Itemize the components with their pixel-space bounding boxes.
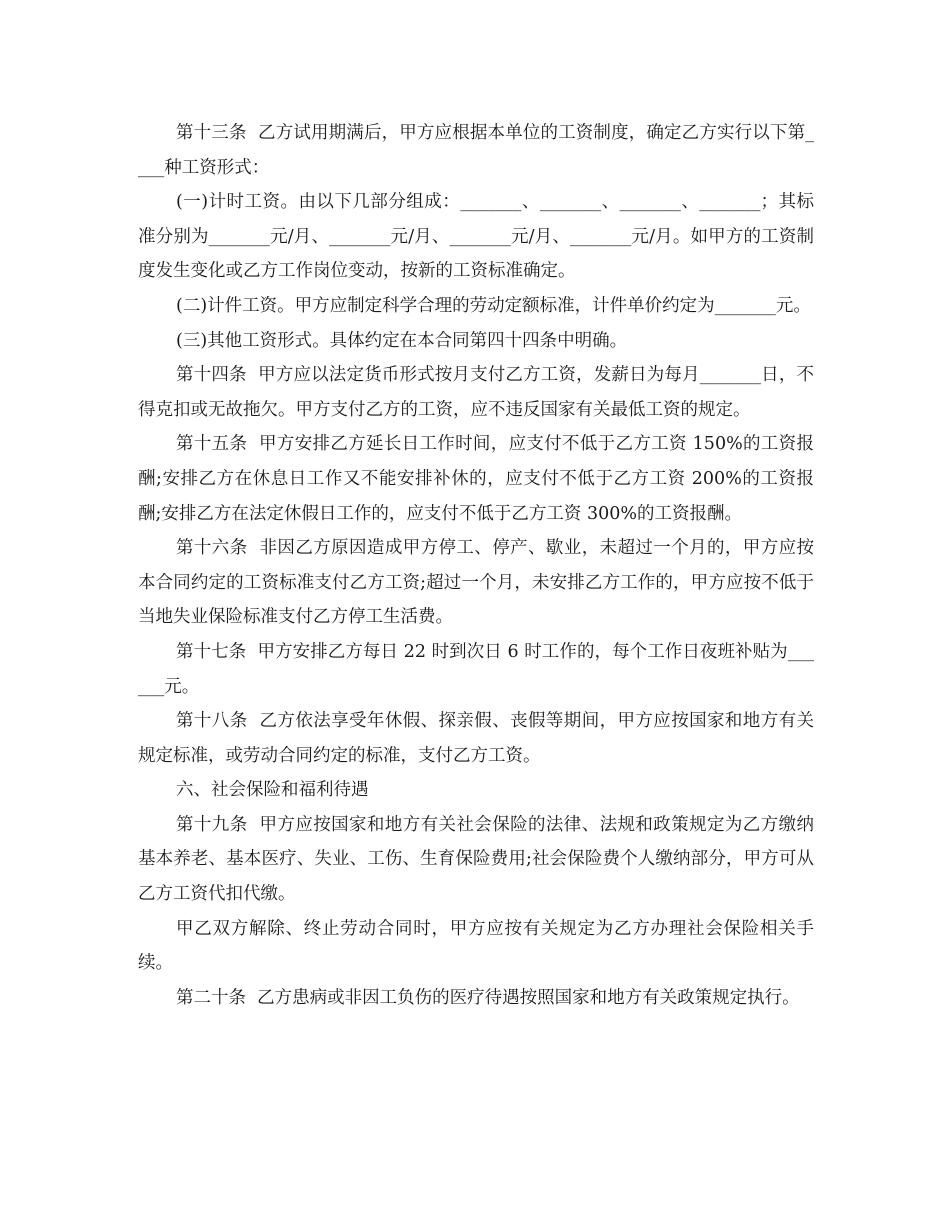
clause-14-paragraph: 第十四条 甲方应以法定货币形式按月支付乙方工资，发薪日为每月_______日，不得克扣或无故拖欠。甲方支付乙方的工资，应不违反国家有关最低工资的规定。 xyxy=(138,365,814,420)
termination-insurance-paragraph: 甲乙双方解除、终止劳动合同时，甲方应按有关规定为乙方办理社会保险相关手续。 xyxy=(138,918,814,974)
clause-16-paragraph: 第十六条 非因乙方原因造成甲方停工、停产、歇业，未超过一个月的，甲方应按本合同约定的工资标准支付乙方工资;超过一个月，未安排乙方工作的，甲方应按不低于当地失业保险标准支付乙方停工生活费。 xyxy=(138,538,814,628)
clause-13-paragraph: 第十三条 乙方试用期满后，甲方应根据本单位的工资制度，确定乙方实行以下第____种工资形式： xyxy=(138,123,814,178)
hourly-wage-paragraph: (一)计时工资。由以下几部分组成：_______、_______、_______、_______；其标准分别为_______元/月、_______元/月、_______元/月、_______元/月。如甲方的工资制度发生变化或乙方工作岗位变动，按新的工资标准确定。 xyxy=(138,192,814,282)
clause-18-paragraph: 第十八条 乙方依法享受年休假、探亲假、丧假等期间，甲方应按国家和地方有关规定标准，或劳动合同约定的标准，支付乙方工资。 xyxy=(138,711,814,766)
document-page xyxy=(138,116,814,1015)
clause-17-paragraph: 第十七条 甲方安排乙方每日 22 时到次日 6 时工作的，每个工作日夜班补贴为______元。 xyxy=(138,641,814,697)
other-wage-paragraph: (三)其他工资形式。具体约定在本合同第四十四条中明确。 xyxy=(176,330,628,351)
clause-15-paragraph: 第十五条 甲方安排乙方延长日工作时间，应支付不低于乙方工资 150%的工资报酬;安排乙方在休息日工作又不能安排补休的，应支付不低于乙方工资 200%的工资报酬;安排乙方在法定休假日工作的，应支付不低于乙方工资 300%的工资报酬。 xyxy=(138,434,814,524)
clause-20-paragraph: 第二十条 乙方患病或非因工负伤的医疗待遇按照国家和地方有关政策规定执行。 xyxy=(176,987,800,1008)
piece-wage-paragraph: (二)计件工资。甲方应制定科学合理的劳动定额标准，计件单价约定为_______元。 xyxy=(176,295,811,316)
clause-19-paragraph: 第十九条 甲方应按国家和地方有关社会保险的法律、法规和政策规定为乙方缴纳基本养老、基本医疗、失业、工伤、生育保险费用;社会保险费个人缴纳部分，甲方可从乙方工资代扣代缴。 xyxy=(138,814,814,905)
section-6-heading: 六、社会保险和福利待遇 xyxy=(176,780,369,801)
